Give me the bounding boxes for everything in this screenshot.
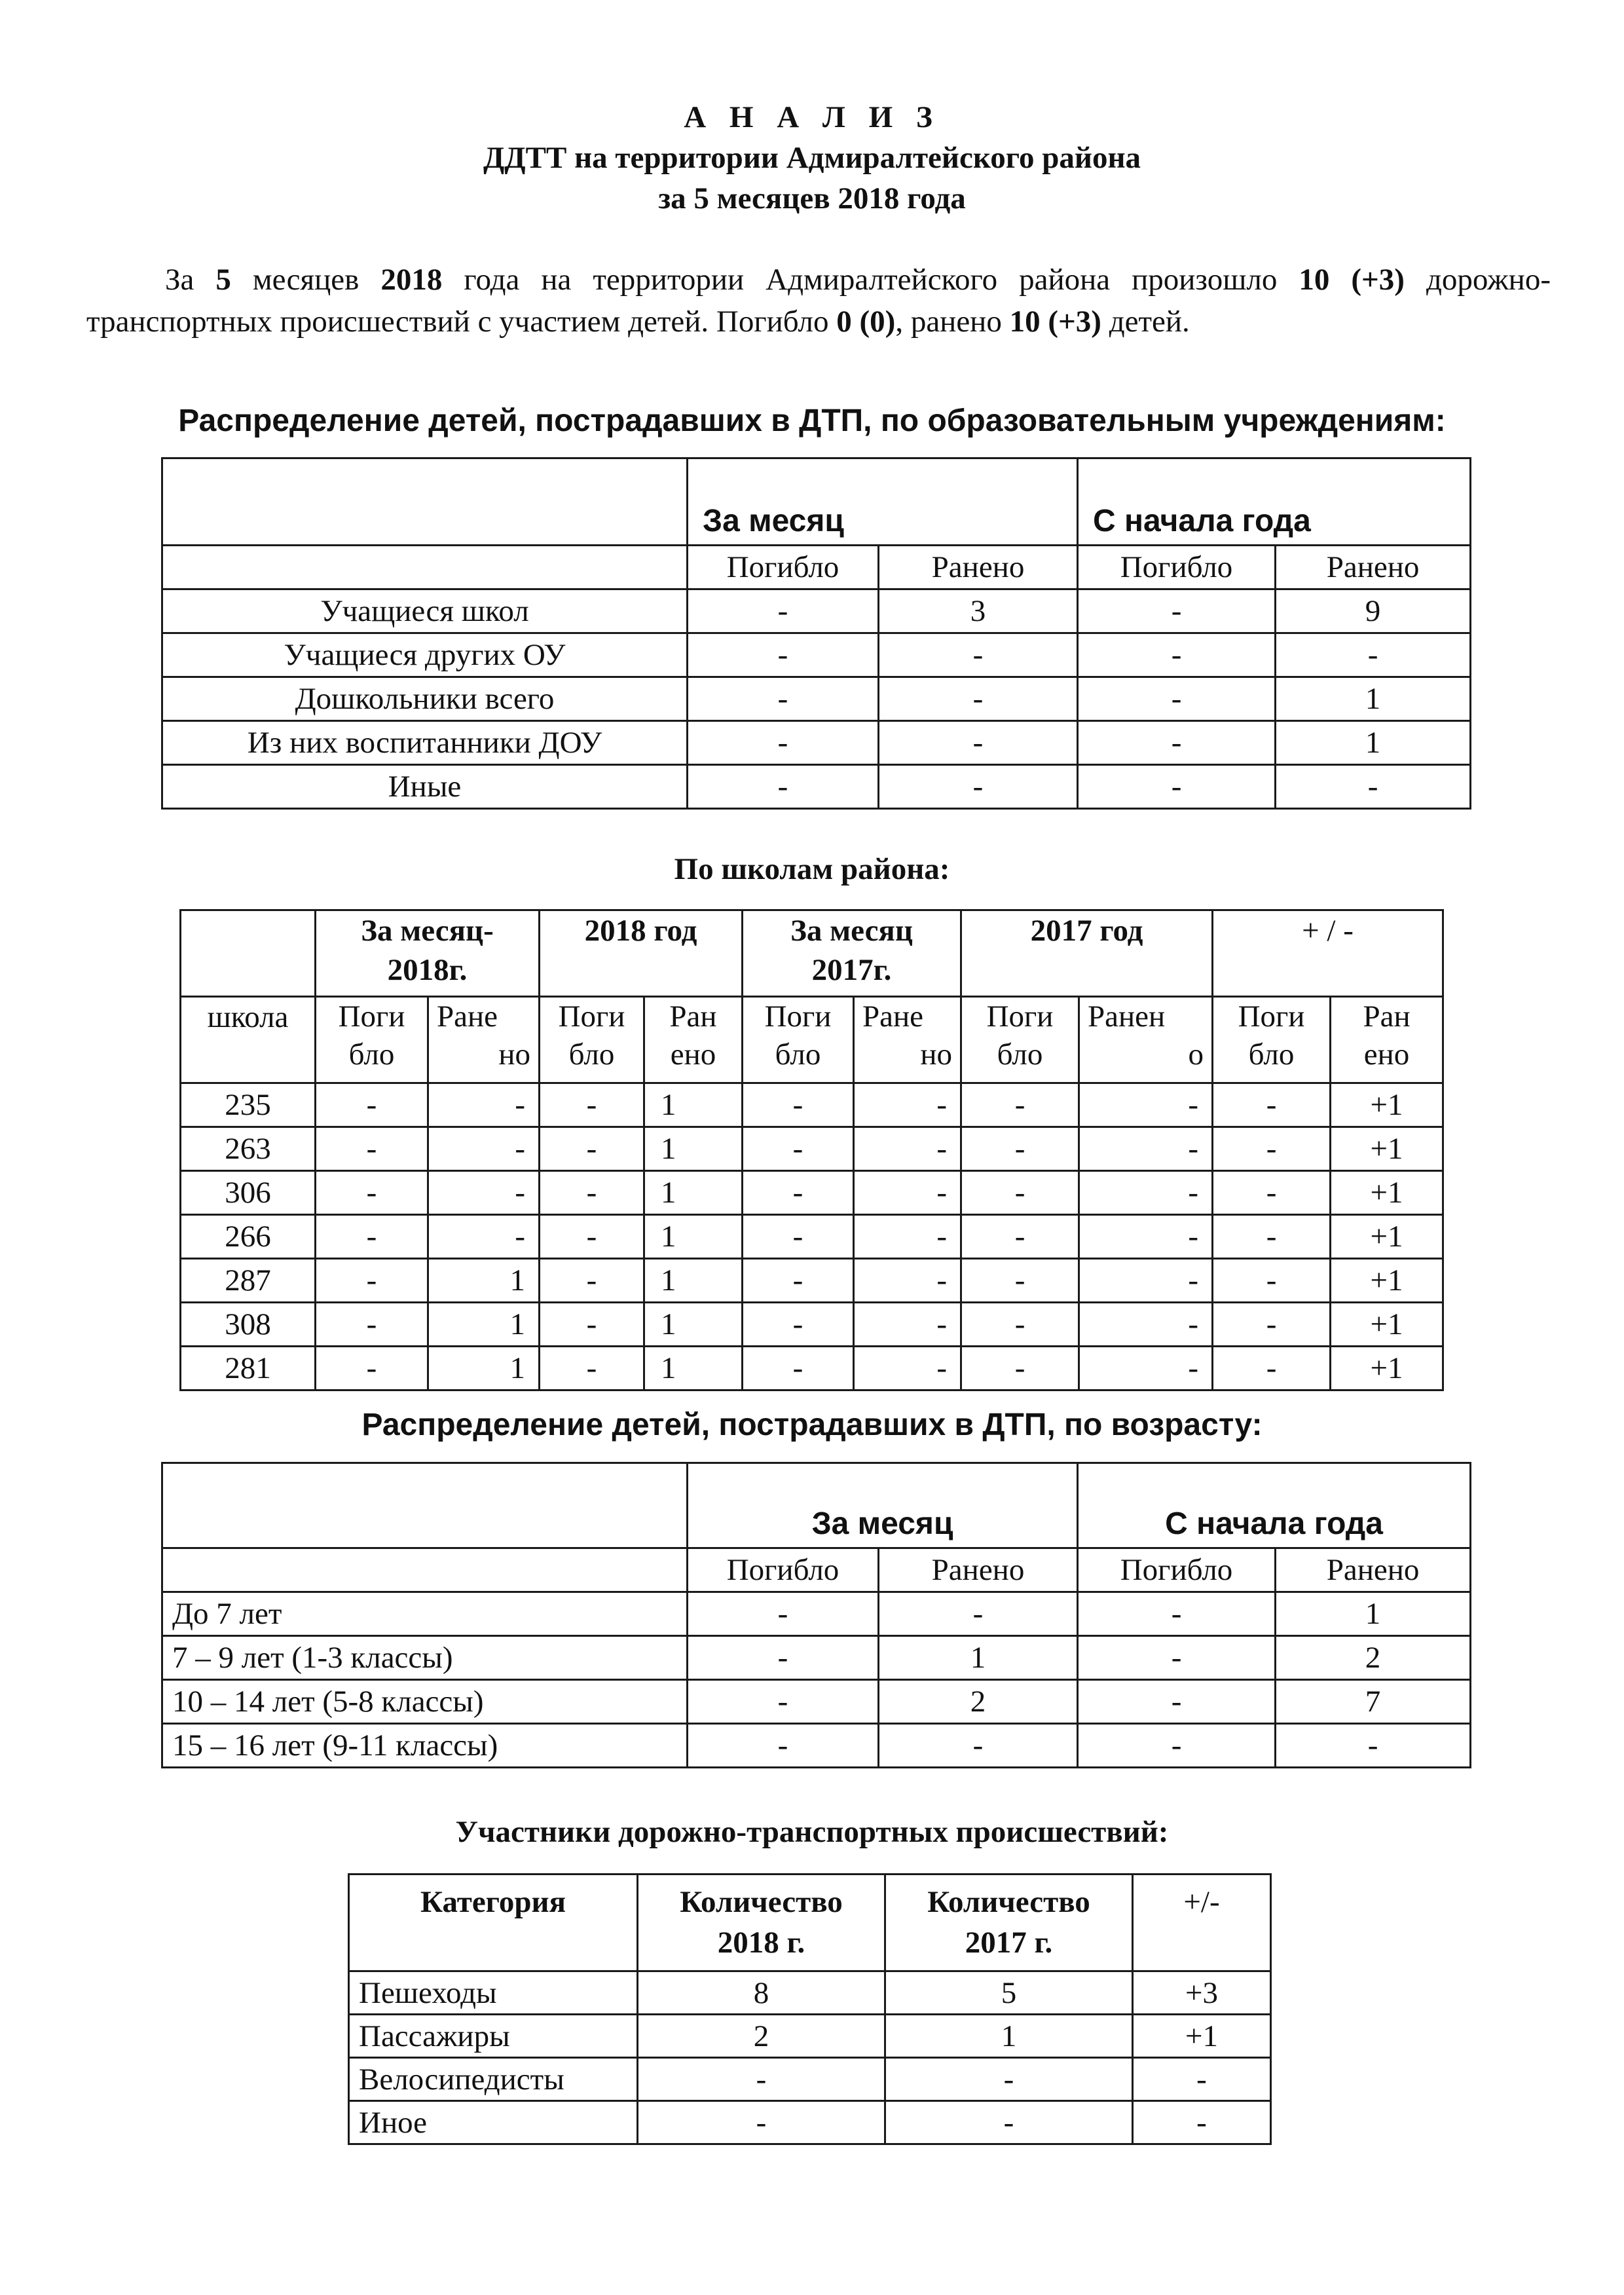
table-row bbox=[162, 1724, 1471, 1768]
column-header: +/- bbox=[1133, 1875, 1271, 1971]
section-3-heading: Распределение детей, пострадавших в ДТП, по возрасту: bbox=[361, 1408, 1263, 1442]
table-cell: - bbox=[961, 1127, 1079, 1171]
table-cell: - bbox=[854, 1259, 961, 1303]
intro-text: года на территории Адмиралтейского района произошло bbox=[442, 263, 1299, 297]
table-row bbox=[162, 589, 1471, 633]
group-header: За месяц bbox=[688, 458, 1078, 546]
table-cell: 1 bbox=[428, 1347, 540, 1390]
table-cell: - bbox=[638, 2058, 885, 2101]
section-1-heading: Распределение детей, пострадавших в ДТП, по образовательным учреждениям: bbox=[178, 403, 1446, 438]
header-part: но bbox=[498, 1037, 530, 1072]
group-header-text: 2018г. bbox=[387, 953, 468, 987]
table-cell: - bbox=[1078, 1680, 1276, 1724]
table-cell: 1 bbox=[644, 1303, 743, 1347]
table-row bbox=[181, 1303, 1443, 1347]
group-header: 2017 год bbox=[961, 910, 1213, 997]
school-number: 263 bbox=[181, 1127, 316, 1171]
table-cell: 1 bbox=[879, 1636, 1078, 1680]
table-cell: 1 bbox=[428, 1303, 540, 1347]
table-row bbox=[181, 1083, 1443, 1127]
table-cell: 8 bbox=[638, 1971, 885, 2015]
column-header bbox=[644, 997, 743, 1083]
table-cell: - bbox=[316, 1127, 428, 1171]
header-part: Ранен bbox=[1088, 999, 1166, 1034]
table-cell: - bbox=[688, 1636, 879, 1680]
document-title bbox=[0, 97, 1624, 219]
table-row bbox=[162, 765, 1471, 809]
table-cell: - bbox=[1276, 633, 1471, 677]
table-cell: - bbox=[316, 1083, 428, 1127]
table-cell: 1 bbox=[644, 1215, 743, 1259]
table-cell: - bbox=[1078, 1592, 1276, 1636]
table-cell: - bbox=[638, 2101, 885, 2144]
intro-text: детей. bbox=[1101, 305, 1190, 339]
table-cell: 2 bbox=[1276, 1636, 1471, 1680]
table-cell: - bbox=[316, 1303, 428, 1347]
group-header: 2018 год bbox=[540, 910, 743, 997]
column-header bbox=[316, 997, 428, 1083]
header-part: но bbox=[920, 1037, 953, 1072]
table-cell: - bbox=[1078, 677, 1276, 721]
group-header bbox=[316, 910, 540, 997]
table-cell: +1 bbox=[1133, 2015, 1271, 2058]
header-part: Поги bbox=[338, 999, 405, 1034]
table-corner bbox=[162, 1548, 688, 1592]
column-header bbox=[743, 997, 854, 1083]
header-part: бло bbox=[1248, 1037, 1295, 1072]
table-cell: - bbox=[428, 1127, 540, 1171]
table-cell: 1 bbox=[644, 1083, 743, 1127]
header-part: 2018 г. bbox=[717, 1926, 805, 1960]
column-header: Ранено bbox=[1276, 546, 1471, 589]
table-cell: - bbox=[1133, 2101, 1271, 2144]
table-cell: - bbox=[1213, 1303, 1331, 1347]
column-header: Ранено bbox=[879, 1548, 1078, 1592]
table-cell: - bbox=[1078, 1636, 1276, 1680]
column-header: Погибло bbox=[1078, 546, 1276, 589]
table-cell: +1 bbox=[1331, 1303, 1443, 1347]
table-cell: - bbox=[1276, 765, 1471, 809]
table-cell: - bbox=[854, 1171, 961, 1215]
table-row bbox=[349, 1971, 1271, 2015]
table-cell: 1 bbox=[644, 1259, 743, 1303]
table-cell: - bbox=[1078, 589, 1276, 633]
table-cell: 1 bbox=[644, 1347, 743, 1390]
section-4-heading: Участники дорожно-транспортных происшествий: bbox=[455, 1815, 1169, 1849]
table-cell: - bbox=[540, 1215, 644, 1259]
group-header bbox=[743, 910, 961, 997]
table-cell: - bbox=[540, 1127, 644, 1171]
table-cell: 1 bbox=[1276, 677, 1471, 721]
table-cell: - bbox=[854, 1083, 961, 1127]
table-cell: - bbox=[879, 721, 1078, 765]
table-row bbox=[162, 1592, 1471, 1636]
table-cell: 2 bbox=[879, 1680, 1078, 1724]
table-cell: 1 bbox=[885, 2015, 1133, 2058]
table-cell: +1 bbox=[1331, 1215, 1443, 1259]
table-cell: - bbox=[961, 1171, 1079, 1215]
table-row bbox=[181, 1347, 1443, 1390]
intro-dtp-count: 10 (+3) bbox=[1299, 263, 1405, 297]
table-corner bbox=[162, 546, 688, 589]
table-cell: - bbox=[1213, 1259, 1331, 1303]
table-row bbox=[181, 1127, 1443, 1171]
table-cell: - bbox=[1078, 765, 1276, 809]
title-line-1: А Н А Л И З bbox=[684, 100, 940, 134]
table-cell: - bbox=[961, 1215, 1079, 1259]
header-part: Ране bbox=[437, 999, 498, 1034]
column-header bbox=[428, 997, 540, 1083]
table-cell: - bbox=[688, 721, 879, 765]
header-part: Количество bbox=[927, 1885, 1090, 1919]
intro-months: 5 bbox=[215, 263, 231, 297]
column-header bbox=[540, 997, 644, 1083]
table-cell: +1 bbox=[1331, 1347, 1443, 1390]
group-header-text: За месяц bbox=[790, 914, 913, 948]
school-number: 308 bbox=[181, 1303, 316, 1347]
table-cell: - bbox=[961, 1259, 1079, 1303]
table-cell: 1 bbox=[1276, 721, 1471, 765]
row-label: Учащиеся других ОУ bbox=[162, 633, 688, 677]
table-cell: 2 bbox=[638, 2015, 885, 2058]
row-label: 15 – 16 лет (9-11 классы) bbox=[162, 1724, 688, 1768]
table-cell: - bbox=[688, 677, 879, 721]
row-label: До 7 лет bbox=[162, 1592, 688, 1636]
table-cell: - bbox=[540, 1171, 644, 1215]
intro-year: 2018 bbox=[380, 263, 443, 297]
intro-text: месяцев bbox=[231, 263, 381, 297]
row-label: Иное bbox=[349, 2101, 638, 2144]
table-row bbox=[162, 633, 1471, 677]
schools-table-body bbox=[181, 1083, 1443, 1390]
table-cell: - bbox=[743, 1259, 854, 1303]
table-cell: 1 bbox=[644, 1171, 743, 1215]
table-cell: - bbox=[428, 1171, 540, 1215]
table-cell: - bbox=[540, 1083, 644, 1127]
table-cell: - bbox=[688, 589, 879, 633]
table-row bbox=[181, 1259, 1443, 1303]
table-cell: +1 bbox=[1331, 1171, 1443, 1215]
column-header bbox=[1079, 997, 1213, 1083]
table-cell: - bbox=[316, 1171, 428, 1215]
header-part: о bbox=[1188, 1037, 1204, 1072]
table-cell: - bbox=[540, 1347, 644, 1390]
header-part: бло bbox=[568, 1037, 615, 1072]
table-cell: - bbox=[885, 2101, 1133, 2144]
table-cell: - bbox=[688, 1592, 879, 1636]
table-row bbox=[349, 2101, 1271, 2144]
column-header bbox=[1213, 997, 1331, 1083]
column-header: Категория bbox=[349, 1875, 638, 1971]
table-cell: 9 bbox=[1276, 589, 1471, 633]
header-part: Ран bbox=[1363, 999, 1411, 1034]
table-cell: - bbox=[1213, 1171, 1331, 1215]
table-cell: - bbox=[854, 1347, 961, 1390]
table-cell: - bbox=[540, 1303, 644, 1347]
group-header-text: 2017г. bbox=[811, 953, 892, 987]
table-cell: - bbox=[1213, 1083, 1331, 1127]
table-cell: - bbox=[879, 1724, 1078, 1768]
school-number: 306 bbox=[181, 1171, 316, 1215]
header-part: Поги bbox=[986, 999, 1054, 1034]
table-cell: - bbox=[428, 1083, 540, 1127]
column-header: школа bbox=[181, 997, 316, 1083]
table-cell: - bbox=[961, 1347, 1079, 1390]
table-corner bbox=[162, 1463, 688, 1548]
header-part: 2017 г. bbox=[965, 1926, 1053, 1960]
table-cell: - bbox=[1079, 1215, 1213, 1259]
header-part: Ране bbox=[862, 999, 924, 1034]
column-header: Погибло bbox=[688, 546, 879, 589]
table-row bbox=[349, 2058, 1271, 2101]
title-line-3: за 5 месяцев 2018 года bbox=[658, 181, 966, 215]
header-part: ено bbox=[670, 1037, 716, 1072]
table-cell: - bbox=[961, 1083, 1079, 1127]
intro-text: дорожно-транспортных происшествий с участием детей. Погибло bbox=[86, 263, 1551, 339]
table-cell: - bbox=[1078, 721, 1276, 765]
table-cell: - bbox=[1079, 1171, 1213, 1215]
school-number: 266 bbox=[181, 1215, 316, 1259]
table-cell: - bbox=[1078, 1724, 1276, 1768]
row-label: Пешеходы bbox=[349, 1971, 638, 2015]
intro-text: За bbox=[165, 263, 216, 297]
table-cell: - bbox=[1213, 1347, 1331, 1390]
school-number: 235 bbox=[181, 1083, 316, 1127]
group-header: За месяц bbox=[688, 1463, 1078, 1548]
table-cell: 7 bbox=[1276, 1680, 1471, 1724]
table-cell: - bbox=[743, 1171, 854, 1215]
table-cell: - bbox=[743, 1347, 854, 1390]
table-cell: - bbox=[688, 1724, 879, 1768]
table-cell: - bbox=[1079, 1347, 1213, 1390]
table-cell: - bbox=[1079, 1083, 1213, 1127]
table-cell: - bbox=[688, 1680, 879, 1724]
row-label: Из них воспитанники ДОУ bbox=[162, 721, 688, 765]
table-cell: - bbox=[1276, 1724, 1471, 1768]
table-cell: - bbox=[540, 1259, 644, 1303]
school-number: 287 bbox=[181, 1259, 316, 1303]
table-row bbox=[162, 677, 1471, 721]
header-part: бло bbox=[348, 1037, 395, 1072]
table-cell: - bbox=[1079, 1259, 1213, 1303]
table-cell: - bbox=[854, 1303, 961, 1347]
header-part: Ран bbox=[669, 999, 717, 1034]
table-cell: +1 bbox=[1331, 1259, 1443, 1303]
column-header: Ранено bbox=[879, 546, 1078, 589]
column-header: Погибло bbox=[688, 1548, 879, 1592]
table-cell: - bbox=[1078, 633, 1276, 677]
table-row bbox=[162, 1680, 1471, 1724]
intro-killed: 0 (0) bbox=[836, 305, 896, 339]
column-header bbox=[1331, 997, 1443, 1083]
section-2-heading: По школам района: bbox=[674, 852, 950, 886]
table-cell: - bbox=[316, 1347, 428, 1390]
column-header bbox=[961, 997, 1079, 1083]
schools-table bbox=[179, 909, 1444, 1391]
table-cell: - bbox=[879, 1592, 1078, 1636]
table-cell: - bbox=[1079, 1127, 1213, 1171]
header-part: Количество bbox=[680, 1885, 843, 1919]
table-corner bbox=[162, 458, 688, 546]
row-label: Пассажиры bbox=[349, 2015, 638, 2058]
table-cell: - bbox=[961, 1303, 1079, 1347]
row-label: Иные bbox=[162, 765, 688, 809]
table-cell: - bbox=[743, 1127, 854, 1171]
table-cell: - bbox=[1213, 1215, 1331, 1259]
school-number: 281 bbox=[181, 1347, 316, 1390]
table-cell: - bbox=[743, 1303, 854, 1347]
participants-table bbox=[348, 1873, 1272, 2145]
column-header: Ранено bbox=[1276, 1548, 1471, 1592]
table-corner bbox=[181, 910, 316, 997]
group-header-text: За месяц- bbox=[361, 914, 494, 948]
table-cell: +1 bbox=[1331, 1083, 1443, 1127]
table-cell: - bbox=[879, 633, 1078, 677]
table-row bbox=[181, 1215, 1443, 1259]
table-cell: - bbox=[688, 633, 879, 677]
intro-paragraph bbox=[86, 259, 1551, 343]
table-cell: - bbox=[879, 677, 1078, 721]
table-cell: - bbox=[885, 2058, 1133, 2101]
row-label: Учащиеся школ bbox=[162, 589, 688, 633]
intro-text: , ранено bbox=[895, 305, 1010, 339]
header-part: бло bbox=[997, 1037, 1043, 1072]
intro-injured: 10 (+3) bbox=[1009, 305, 1101, 339]
table-cell: - bbox=[688, 765, 879, 809]
table-cell: - bbox=[1133, 2058, 1271, 2101]
table-cell: - bbox=[316, 1259, 428, 1303]
row-label: Дошкольники всего bbox=[162, 677, 688, 721]
group-header: С начала года bbox=[1078, 1463, 1471, 1548]
table-cell: - bbox=[879, 765, 1078, 809]
table-cell: - bbox=[428, 1215, 540, 1259]
table-cell: - bbox=[854, 1215, 961, 1259]
institutions-table bbox=[161, 457, 1471, 810]
table-row bbox=[349, 2015, 1271, 2058]
age-table bbox=[161, 1462, 1471, 1768]
row-label: Велосипедисты bbox=[349, 2058, 638, 2101]
column-header bbox=[638, 1875, 885, 1971]
table-cell: - bbox=[1213, 1127, 1331, 1171]
table-cell: - bbox=[743, 1083, 854, 1127]
table-row bbox=[181, 1171, 1443, 1215]
row-label: 10 – 14 лет (5-8 классы) bbox=[162, 1680, 688, 1724]
column-header: Погибло bbox=[1078, 1548, 1276, 1592]
title-line-2: ДДТТ на территории Адмиралтейского района bbox=[483, 141, 1141, 175]
header-part: Поги bbox=[558, 999, 625, 1034]
header-part: бло bbox=[775, 1037, 821, 1072]
group-header: С начала года bbox=[1078, 458, 1471, 546]
table-cell: 5 bbox=[885, 1971, 1133, 2015]
table-cell: +3 bbox=[1133, 1971, 1271, 2015]
table-cell: 3 bbox=[879, 589, 1078, 633]
header-part: Поги bbox=[1238, 999, 1305, 1034]
table-row bbox=[162, 1636, 1471, 1680]
table-cell: - bbox=[316, 1215, 428, 1259]
row-label: 7 – 9 лет (1-3 классы) bbox=[162, 1636, 688, 1680]
table-cell: - bbox=[1079, 1303, 1213, 1347]
table-cell: 1 bbox=[428, 1259, 540, 1303]
table-row bbox=[162, 721, 1471, 765]
column-header bbox=[885, 1875, 1133, 1971]
table-cell: 1 bbox=[1276, 1592, 1471, 1636]
column-header bbox=[854, 997, 961, 1083]
table-cell: - bbox=[743, 1215, 854, 1259]
header-part: ено bbox=[1363, 1037, 1410, 1072]
table-cell: 1 bbox=[644, 1127, 743, 1171]
header-part: Поги bbox=[764, 999, 832, 1034]
table-cell: - bbox=[854, 1127, 961, 1171]
table-cell: +1 bbox=[1331, 1127, 1443, 1171]
group-header: + / - bbox=[1213, 910, 1443, 997]
